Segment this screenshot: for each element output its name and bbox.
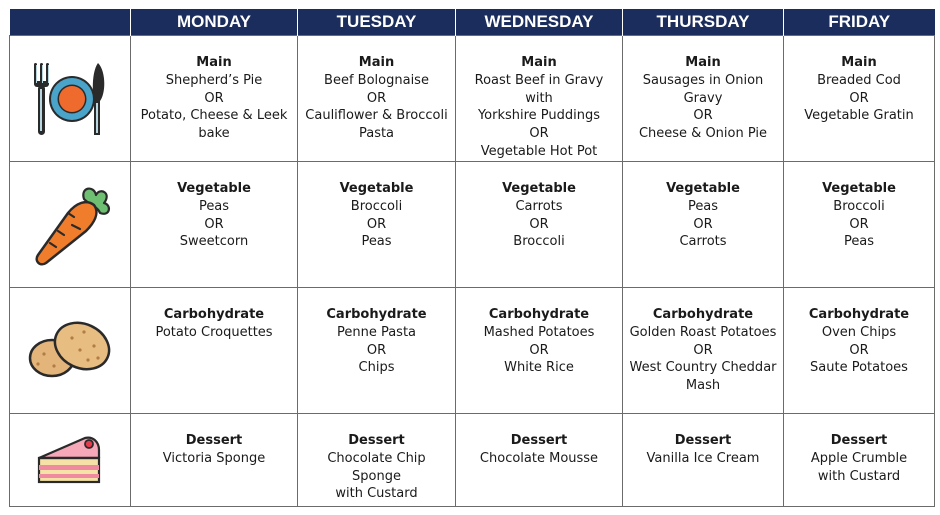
menu-option-line: Vegetable Hot Pot (480, 143, 598, 159)
menu-option-line: OR (366, 342, 387, 358)
menu-option-line: Broccoli (833, 198, 885, 214)
menu-cell-tuesday (298, 414, 456, 507)
menu-option-line: Golden Roast Potatoes (629, 324, 777, 340)
menu-option-line: Sweetcorn (179, 234, 249, 250)
menu-option-line: Carrots (679, 234, 727, 250)
menu-option-line: OR (849, 216, 869, 232)
menu-cell-monday (131, 414, 298, 507)
menu-option-line: Peas (843, 234, 875, 250)
menu-cell-wednesday (456, 162, 623, 288)
day-header-friday: FRIDAY (784, 9, 935, 36)
category-label: Carbohydrate (808, 307, 910, 322)
menu-option-line: Chocolate Chip Sponge (327, 450, 426, 484)
day-header-thursday: THURSDAY (623, 9, 784, 36)
menu-cell-tuesday (298, 288, 456, 414)
category-label: Vegetable (502, 181, 576, 196)
menu-row-vegetable (10, 162, 935, 288)
menu-option-line: Chips (358, 360, 395, 376)
row-icon-cell (10, 162, 131, 288)
menu-option-line: OR (693, 342, 713, 358)
menu-cell-thursday (623, 162, 784, 288)
menu-row-main (10, 36, 935, 162)
menu-option-line: Mash (685, 378, 721, 394)
menu-option-line: Carrots (515, 198, 563, 214)
menu-option-line: Saute Potatoes (810, 360, 908, 376)
menu-cell-friday (784, 162, 935, 288)
menu-option-line: Peas (361, 234, 392, 250)
plate-cutlery-icon (28, 57, 112, 141)
menu-option-line: with Custard (817, 468, 901, 484)
menu-option-line: Mashed Potatoes (483, 324, 595, 340)
menu-option-line: Cauliflower & Broccoli (305, 108, 448, 124)
menu-option-line: with Custard (335, 486, 418, 502)
row-icon-cell (10, 414, 131, 507)
menu-option-line: Potato Croquettes (155, 324, 273, 340)
row-icon-cell (10, 36, 131, 162)
category-label: Carbohydrate (488, 307, 590, 322)
menu-option-line: Peas (198, 198, 230, 214)
category-label: Vegetable (177, 181, 251, 196)
menu-cell-friday (784, 36, 935, 162)
menu-option-line: Yorkshire Puddings (477, 108, 601, 124)
menu-option-line: Roast Beef in Gravy with (474, 72, 604, 106)
menu-option-line: OR (693, 216, 713, 232)
menu-cell-tuesday (298, 162, 456, 288)
menu-row-carbohydrate (10, 288, 935, 414)
menu-cell-wednesday (456, 288, 623, 414)
menu-cell-friday (784, 414, 935, 507)
menu-cell-friday (784, 288, 935, 414)
menu-cell-wednesday (456, 36, 623, 162)
menu-cell-tuesday (298, 36, 456, 162)
day-header-wednesday: WEDNESDAY (456, 9, 623, 36)
menu-option-line: Breaded Cod (817, 72, 901, 88)
menu-option-line: White Rice (504, 360, 574, 376)
menu-row-dessert (10, 414, 935, 507)
row-icon-cell (10, 288, 131, 414)
menu-option-line: Sausages in Onion Gravy (642, 72, 764, 106)
menu-option-line: Vegetable Gratin (804, 108, 914, 124)
day-header-monday: MONDAY (131, 9, 298, 36)
menu-cell-monday (131, 36, 298, 162)
menu-option-line: OR (693, 108, 713, 124)
menu-option-line: OR (529, 216, 549, 232)
potatoes-icon (24, 316, 116, 386)
menu-option-line: OR (529, 126, 549, 142)
menu-option-line: OR (366, 90, 387, 106)
category-label: Dessert (348, 433, 405, 448)
category-label: Vegetable (339, 181, 414, 196)
category-label: Carbohydrate (326, 307, 427, 322)
menu-cell-wednesday (456, 414, 623, 507)
category-label: Dessert (674, 433, 732, 448)
menu-option-line: Oven Chips (821, 324, 897, 340)
menu-option-line: Penne Pasta (336, 324, 417, 340)
lunch-menu-table (9, 9, 935, 507)
category-label: Main (196, 55, 232, 70)
menu-cell-thursday (623, 36, 784, 162)
category-label: Vegetable (666, 181, 740, 196)
category-label: Main (521, 55, 557, 70)
menu-cell-monday (131, 162, 298, 288)
day-header-tuesday: TUESDAY (298, 9, 456, 36)
menu-cell-monday (131, 288, 298, 414)
menu-option-line: Pasta (358, 126, 395, 142)
category-label: Dessert (510, 433, 568, 448)
menu-option-line: OR (849, 90, 869, 106)
menu-option-line: OR (366, 216, 387, 232)
menu-option-line: Shepherd’s Pie (165, 72, 263, 88)
menu-option-line: Broccoli (513, 234, 565, 250)
carrot-icon (28, 183, 112, 267)
menu-option-line: West Country Cheddar (629, 360, 777, 376)
menu-option-line: Vanilla Ice Cream (646, 450, 760, 466)
category-label: Carbohydrate (163, 307, 265, 322)
category-label: Dessert (185, 433, 243, 448)
header-corner (10, 9, 131, 36)
menu-option-line: Potato, Cheese & Leek (140, 108, 288, 124)
category-label: Dessert (830, 433, 888, 448)
menu-cell-thursday (623, 288, 784, 414)
menu-option-line: Beef Bolognaise (324, 72, 429, 88)
category-label: Carbohydrate (652, 307, 754, 322)
menu-option-line: Chocolate Mousse (479, 450, 599, 466)
menu-option-line: OR (849, 342, 869, 358)
menu-option-line: Victoria Sponge (162, 450, 266, 466)
menu-option-line: OR (204, 90, 224, 106)
menu-option-line: Broccoli (350, 198, 403, 214)
category-label: Main (685, 55, 721, 70)
day-header-row (10, 9, 935, 36)
category-label: Main (358, 55, 395, 70)
menu-cell-thursday (623, 414, 784, 507)
menu-option-line: Cheese & Onion Pie (638, 126, 768, 142)
cake-slice-icon (35, 432, 105, 488)
category-label: Vegetable (822, 181, 896, 196)
menu-option-line: bake (198, 126, 230, 142)
menu-option-line: OR (204, 216, 224, 232)
menu-option-line: Apple Crumble (810, 450, 908, 466)
menu-option-line: Peas (687, 198, 719, 214)
menu-option-line: OR (529, 342, 549, 358)
category-label: Main (841, 55, 877, 70)
